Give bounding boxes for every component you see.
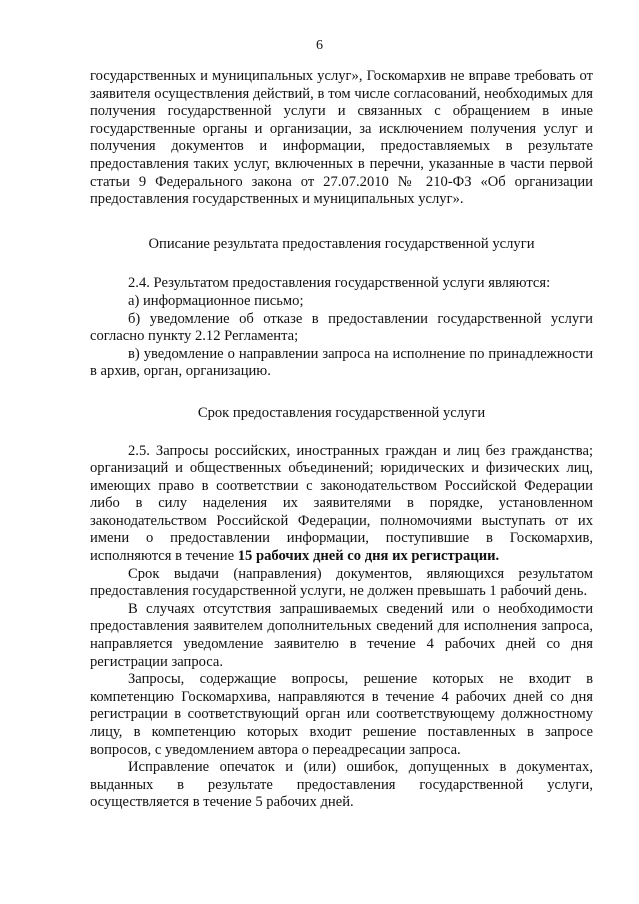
paragraph-corrections: Исправление опечаток и (или) ошибок, допущенных в документах, выданных в результате предоставления государственной услуги, осуществляется в течение 5 рабочих дней.	[90, 759, 593, 811]
paragraph-absence: В случаях отсутствия запрашиваемых сведений или о необходимости предоставления заявителем дополнительных сведений для исполнения запроса, направляется уведомление заявителю в течение 4 рабочих дней со дня регистрации запроса.	[90, 600, 593, 670]
paragraph-2-4: 2.4. Результатом предоставления государственной услуги являются:	[128, 275, 551, 292]
page-number: 6	[316, 38, 323, 53]
paragraph-2-5	[90, 443, 593, 566]
spacer	[90, 209, 593, 236]
paragraph-competence: Запросы, содержащие вопросы, решение которых не входит в компетенцию Госкомархива, направляются в течение 4 рабочих дней со дня регистрации в соответствующий орган или соответствующему должностному лицу, в компетенцию которых входит решение поставленных в запросе вопросов, с уведомлением автора о переадресации запроса.	[90, 671, 593, 758]
paragraph-continuation: государственных и муниципальных услуг», Госкомархив не вправе требовать от заявителя осуществления действий, в том числе согласований, необходимых для получения государственной услуги и связанных с обращением в иные государственные органы и организации, за исключением получения услуг и получения документов и информации, предоставляемых в результате предоставления таких услуг, включенных в перечни, указанные в части первой статьи 9 Федерального закона от 27.07.2010 № 210-ФЗ «Об организации предоставления государственных и муниципальных услуг».	[90, 68, 593, 208]
section-heading-result: Описание результата предоставления государственной услуги	[148, 235, 535, 252]
spacer	[90, 381, 593, 405]
section-heading-term: Срок предоставления государственной услуги	[197, 404, 486, 421]
spacer	[90, 423, 593, 443]
paragraph-2-5-text: 2.5. Запросы российских, иностранных граждан и лиц без гражданства; организаций и общественных объединений; юридических и физических лиц, имеющих право в соответствии с законодательством Российской Федерации либо в силу наделения их заявителями в порядке, установленном законодательством Российской Федерации, полномочиями выступать от их имени о предоставлении информации, поступившие в Госкомархив, исполняются в течение	[90, 442, 593, 565]
list-item-b: б) уведомление об отказе в предоставлении государственной услуги согласно пункту 2.12 Регламента;	[90, 310, 593, 345]
document-body	[90, 68, 593, 812]
paragraph-2-5-deadline: 15 рабочих дней со дня их регистрации.	[237, 548, 500, 565]
paragraph-issue-term: Срок выдачи (направления) документов, являющихся результатом предоставления государственной услуги, не должен превышать 1 рабочий день.	[90, 565, 593, 600]
list-item-c: в) уведомление о направлении запроса на исполнение по принадлежности в архив, орган, организацию.	[90, 345, 593, 380]
list-item-a: а) информационное письмо;	[128, 292, 304, 309]
spacer	[90, 253, 593, 275]
